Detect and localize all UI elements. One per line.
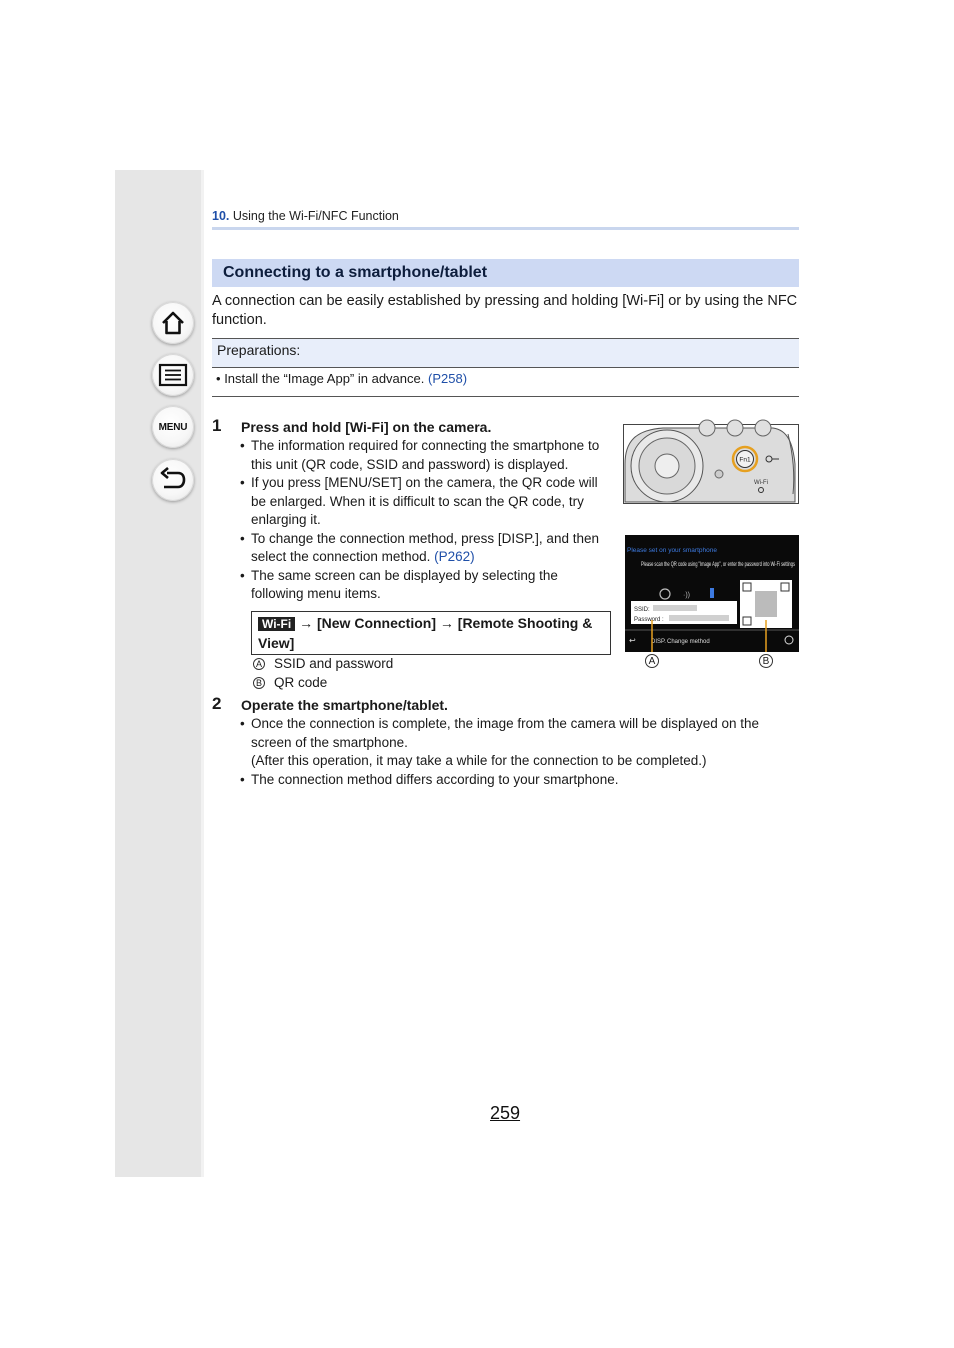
step-1-bullet-3 [240,530,612,567]
preparations-bottom-rule [212,396,799,397]
step-2-bullet-1-note: (After this operation, it may take a while for the connection to be completed.) [251,753,707,768]
step-2-number: 2 [212,694,222,713]
home-button[interactable] [152,302,194,344]
step-1-bullet-2: • If you press [MENU/SET] on the camera, the QR code will be enlarged. When it is difficult to scan the QR code, try enlarging it. [240,474,612,530]
step-2-bullet-2: • The connection method differs according to your smartphone. [240,771,785,790]
step-1-bullet-4: • The same screen can be displayed by selecting the following menu items. [240,567,612,604]
camera-top-illustration [623,424,799,504]
callout-b-marker: B [759,654,773,668]
step-2-bullet-1 [240,715,785,771]
return-icon [158,466,188,494]
step-1-bullets [240,437,612,604]
legend-b-text: QR code [274,675,328,690]
step-2-bullet-1-text: • Once the connection is complete, the image from the camera will be displayed on the screen of the smartphone. [251,716,760,750]
intro-paragraph: A connection can be easily established by pressing and holding [Wi-Fi] or by using the NFC function. [212,293,798,328]
link-p258[interactable]: (P258) [428,371,468,386]
legend-a-text: SSID and password [274,656,394,671]
legend-a-marker: A [253,658,265,670]
menu-item-new-connection: [New Connection] [317,615,436,631]
fn1-button-label: Fn1 [739,456,751,464]
disp-label: DISP. [651,639,666,645]
page-number: 259 [490,1103,521,1123]
home-icon [159,309,187,337]
contents-button[interactable] [152,354,194,396]
chapter-title: Using the Wi-Fi/NFC Function [232,209,399,223]
menu-arrow-2: → [439,615,454,631]
menu-arrow-1: → [299,615,314,631]
change-method-label: Change method [667,639,710,645]
chapter-number: 10. [212,209,230,223]
step-1-bullet-1: • The information required for connecting the smartphone to this unit (QR code, SSID and password) is displayed. [240,437,612,474]
wifi-menu-tag: Wi-Fi [258,617,295,631]
menu-path-box [251,611,611,655]
step-1-title: Press and hold [Wi-Fi] on the camera. [241,419,492,435]
menu-label: MENU [158,421,188,433]
bullet: • [216,371,221,386]
link-p262[interactable]: (P262) [434,549,475,564]
ssid-label: SSID: [634,607,650,613]
callout-a-marker: A [645,654,659,668]
screen-message: Please scan the QR code using "Image App", or enter the password into Wi-Fi settings [641,562,795,568]
preparations-heading: Preparations: [212,339,799,368]
wifi-button-label: Wi-Fi [754,480,768,486]
screen-header: Please set on your smartphone [627,547,717,554]
svg-text:↩: ↩ [629,636,636,645]
legend-b [253,675,327,690]
password-label: Password : [634,617,664,623]
svg-text:·)): ·)) [683,592,690,599]
preparations-item-text: Install the “Image App” in advance. [224,371,425,386]
step-2-title: Operate the smartphone/tablet. [241,697,448,713]
step-1-number: 1 [212,416,222,435]
header-divider [212,227,799,230]
list-icon [158,363,188,387]
chapter-header [212,209,399,223]
menu-button[interactable] [152,406,194,448]
callout-a [645,654,659,668]
preparations-item [216,371,467,386]
step-2-bullets [240,715,785,789]
callout-b [759,654,773,668]
section-title: Connecting to a smartphone/tablet [212,259,799,287]
legend-b-marker: B [253,677,265,689]
camera-screen-illustration [625,535,799,652]
back-button[interactable] [152,459,194,501]
step-1-bullet-3-text: To change the connection method, press [DISP.], and then select the connection method. [251,530,599,564]
legend-a [253,656,393,671]
menu-item-remote-shooting: [Remote Shooting & View] [258,615,593,651]
